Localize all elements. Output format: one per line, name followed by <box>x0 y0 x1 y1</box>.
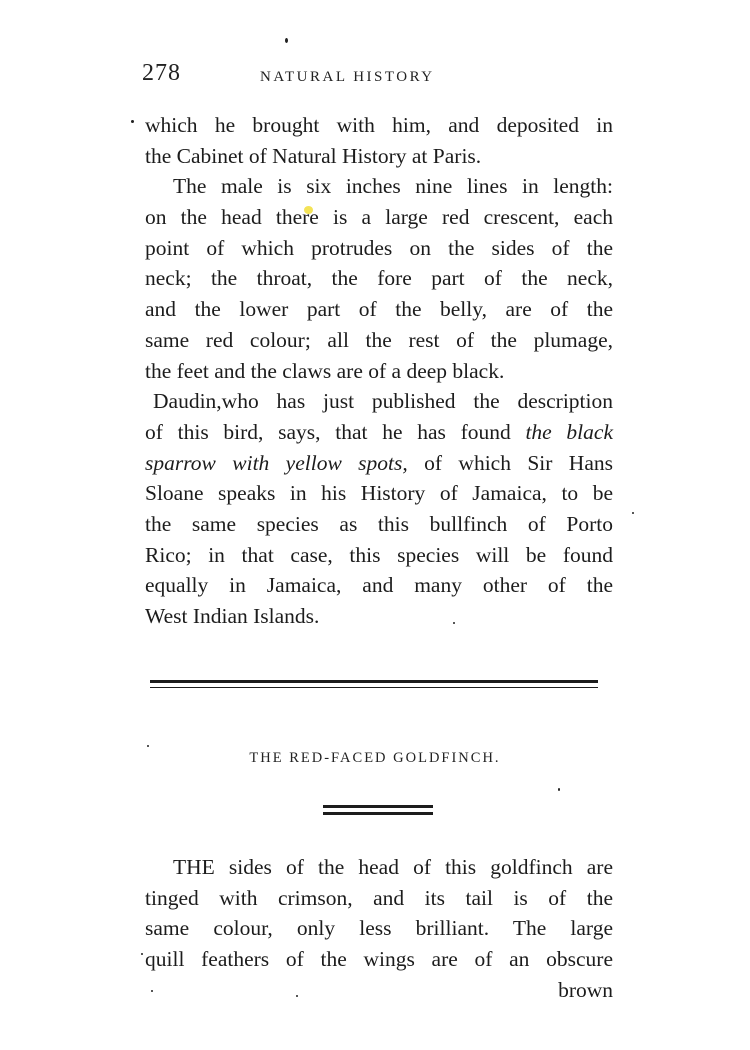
text-line: tinged with crimson, and its tail is of the <box>145 885 613 910</box>
text-line <box>145 417 613 448</box>
text-line: on the head there is a large red crescent, each <box>145 205 613 230</box>
running-head: NATURAL HISTORY <box>260 69 435 85</box>
ink-speck <box>285 38 288 43</box>
body-text-top <box>145 110 613 632</box>
body-text-bottom <box>145 852 613 1005</box>
text-line: same colour, only less brilliant. The large <box>145 916 613 941</box>
text-line: and the lower part of the belly, are of the <box>145 297 613 322</box>
ink-speck <box>632 512 634 514</box>
section-rule-thick <box>150 680 598 683</box>
ink-speck <box>147 745 149 747</box>
text-line: Sloane speaks in his History of Jamaica, to be <box>145 481 613 506</box>
section-rule-thin <box>150 687 598 688</box>
ink-speck <box>141 953 143 955</box>
ink-speck <box>131 120 134 123</box>
text-line: the Cabinet of Natural History at Paris. <box>145 143 482 168</box>
text-line: point of which protrudes on the sides of the <box>145 235 613 260</box>
text-line: THE sides of the head of this goldfinch are <box>173 855 613 879</box>
catchword: brown <box>558 977 613 1002</box>
text-line: The male is six inches nine lines in length: <box>173 174 613 199</box>
text-line: the same species as this bullfinch of Porto <box>145 511 613 536</box>
italic-run: the black <box>525 419 613 444</box>
text-line: Daudin,who has just published the description <box>153 389 613 414</box>
text-line: West Indian Islands. <box>145 604 320 628</box>
section-heading: THE RED-FACED GOLDFINCH. <box>249 750 501 766</box>
text-line: neck; the throat, the fore part of the neck, <box>145 266 613 291</box>
heading-rule-upper <box>323 805 433 808</box>
heading-rule-lower <box>323 812 433 815</box>
page-number: 278 <box>142 60 181 86</box>
text-line: equally in Jamaica, and many other of the <box>145 573 613 598</box>
text-line: which he brought with him, and deposited in <box>145 113 613 137</box>
text-line: Rico; in that case, this species will be found <box>145 542 613 567</box>
text-run: of this bird, says, that he has found <box>145 419 526 444</box>
text-line: the feet and the claws are of a deep black. <box>145 358 505 383</box>
text-line <box>145 448 613 479</box>
ink-speck <box>558 788 560 791</box>
italic-run: sparrow with yellow spots, <box>145 450 408 475</box>
text-line: quill feathers of the wings are of an obscure <box>145 947 613 972</box>
text-run: of which Sir Hans <box>407 450 613 475</box>
text-line: same red colour; all the rest of the plumage, <box>145 327 613 352</box>
